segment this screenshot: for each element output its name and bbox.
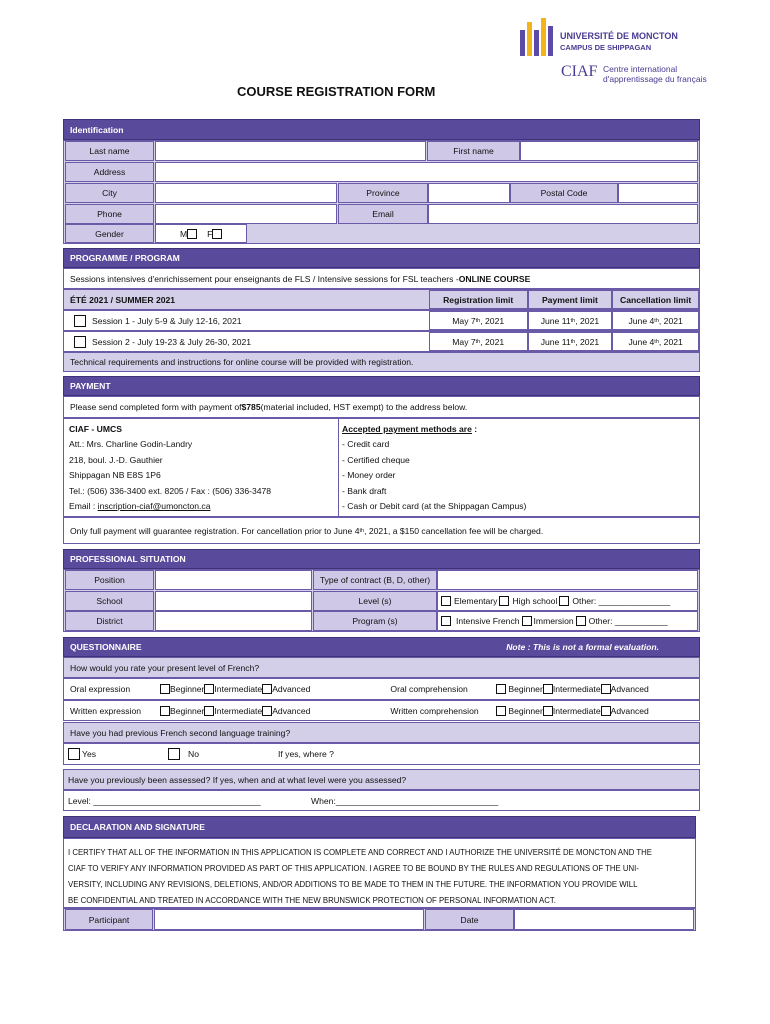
payment-methods-title: Accepted payment methods are : — [342, 424, 478, 434]
page-title: COURSE REGISTRATION FORM — [237, 84, 436, 99]
program-other-checkbox[interactable] — [576, 616, 586, 626]
assessment-row — [63, 790, 700, 811]
district-field[interactable] — [155, 611, 312, 631]
session-2-registration-limit: May 7 th , 2021 — [429, 332, 528, 351]
first-name-label: First name — [427, 141, 520, 161]
professional-header: PROFESSIONAL SITUATION — [63, 549, 700, 569]
session-row — [63, 331, 700, 352]
payment-amount: $785 — [241, 402, 261, 412]
position-field[interactable] — [155, 570, 312, 590]
season-label: ÉTÉ 2021 / SUMMER 2021 — [70, 294, 176, 305]
training-no-checkbox[interactable] — [168, 748, 180, 760]
registration-limit-header: Registration limit — [429, 290, 528, 309]
evaluation-note: Note : This is not a formal evaluation. — [506, 642, 659, 652]
province-label: Province — [338, 183, 428, 203]
district-label: District — [65, 611, 154, 631]
postal-code-field[interactable] — [618, 183, 698, 203]
cancellation-note: Only full payment will guarantee registration. For cancellation prior to June 4 th , 2021, a $150 cancellation fee will be charged. — [63, 517, 700, 544]
address-att: Att.: Mrs. Charline Godin-Landry — [69, 439, 193, 450]
session-2-cancellation-limit: June 4 th , 2021 — [612, 332, 699, 351]
payment-header: PAYMENT — [63, 376, 700, 396]
address-org: CIAF - UMCS — [69, 424, 122, 434]
immersion-checkbox[interactable] — [522, 616, 532, 626]
declaration-text: I CERTIFY THAT ALL OF THE INFORMATION IN THIS APPLICATION IS COMPLETE AND CORRECT AND I AUTHORIZE THE UNIVERSITÉ DE MONCTON AND THE CIAF TO VERIFY ANY INFORMATION PROVIDED AS PART OF THIS APPLICATION. I AGREE TO BE BOUND BY THE RULES AND REGULATIONS OF THE UNI- VERSITY, INCLUDING ANY REVISIONS, DELETIONS, AND/OR ADDITIONS TO BE MADE TO THEM IN THE FUTURE. THE INFORMATION YOU PROVIDE WILL BE CONFIDENTIAL AND TREATED IN ACCORDANCE WITH THE NEW BRUNSWICK PROTECTION OF PERSONAL INFORMATION ACT. — [63, 838, 696, 908]
payment-method-item: - Bank draft — [342, 485, 387, 496]
campus-name: CAMPUS DE SHIPPAGAN — [560, 43, 652, 52]
cancellation-limit-header: Cancellation limit — [612, 290, 699, 309]
phone-label: Phone — [65, 204, 154, 224]
oral-comprehension-intermediate-checkbox[interactable] — [543, 684, 553, 694]
oral-expression-advanced-checkbox[interactable] — [262, 684, 272, 694]
online-course-label: ONLINE COURSE — [458, 273, 531, 284]
participant-label: Participant — [65, 909, 153, 930]
contract-field[interactable] — [437, 570, 698, 590]
university-name: UNIVERSITÉ DE MONCTON — [560, 31, 678, 41]
oral-expression-beginner-checkbox[interactable] — [160, 684, 170, 694]
session-1-name: Session 1 - July 5-9 & July 12-16, 2021 — [92, 315, 242, 326]
last-name-field[interactable] — [155, 141, 426, 161]
oral-comprehension-advanced-checkbox[interactable] — [601, 684, 611, 694]
program-label: Program (s) — [313, 611, 437, 631]
last-name-label: Last name — [65, 141, 154, 161]
written-comprehension-intermediate-checkbox[interactable] — [543, 706, 553, 716]
question-2: Have you had previous French second language training? — [63, 722, 700, 743]
oral-row: Oral expression Beginner Intermediate Advanced Oral comprehension Beginner Intermediate Advanced — [63, 678, 700, 700]
programme-header: PROGRAMME / PROGRAM — [63, 248, 700, 268]
programme-description — [63, 268, 700, 289]
position-label: Position — [65, 570, 154, 590]
postal-code-label: Postal Code — [510, 183, 618, 203]
email-link[interactable]: inscription-ciaf@umoncton.ca — [97, 501, 211, 512]
school-field[interactable] — [155, 591, 312, 611]
programme-column-header — [63, 289, 700, 310]
payment-instruction-post: (material included, HST exempt) to the address below. — [260, 402, 468, 412]
address-street: 218, boul. J.-D. Gauthier — [69, 454, 163, 465]
address-label: Address — [65, 162, 154, 182]
program-options: Intensive French Immersion Other: ___________ — [437, 611, 698, 631]
question-1: How would you rate your present level of French? — [63, 657, 700, 678]
programme-description-text: Sessions intensives d'enrichissement pour enseignants de FLS / Intensive sessions for FSL teachers - — [70, 273, 459, 284]
payment-instruction-pre: Please send completed form with payment of — [70, 402, 242, 412]
phone-field[interactable] — [155, 204, 337, 224]
address-field[interactable] — [155, 162, 698, 182]
address-email-line: Email : inscription-ciaf@umoncton.ca — [69, 501, 211, 512]
session-1-payment-limit: June 11 th , 2021 — [528, 311, 613, 330]
address-tel: Tel.: (506) 336-3400 ext. 8205 / Fax : (506) 336-3478 — [69, 485, 272, 496]
declaration-header: DECLARATION AND SIGNATURE — [63, 816, 696, 838]
training-where-label: If yes, where ? — [278, 749, 334, 759]
payment-limit-header: Payment limit — [528, 290, 613, 309]
gender-label: Gender — [65, 224, 154, 243]
written-expression-intermediate-checkbox[interactable] — [204, 706, 214, 716]
payment-method-item: - Money order — [342, 470, 396, 481]
first-name-field[interactable] — [520, 141, 698, 161]
mailing-address — [69, 422, 271, 514]
training-row: Yes No If yes, where ? — [63, 743, 700, 765]
payment-method-item: - Certified cheque — [342, 454, 410, 465]
written-expression-advanced-checkbox[interactable] — [262, 706, 272, 716]
ciaf-logo: CIAF — [561, 63, 598, 80]
email-label: Email — [338, 204, 428, 224]
gender-female-label: F — [207, 228, 213, 239]
written-row: Written expression Beginner Intermediate Advanced Written comprehension Beginner Intermediate Advanced — [63, 700, 700, 721]
oral-expression-intermediate-checkbox[interactable] — [204, 684, 214, 694]
assessment-when-field[interactable]: When:__________________________________ — [311, 795, 499, 806]
session-row — [63, 310, 700, 331]
date-label: Date — [425, 909, 514, 930]
contract-label: Type of contract (B, D, other) — [313, 570, 437, 590]
province-field[interactable] — [428, 183, 510, 203]
level-other-checkbox[interactable] — [559, 596, 569, 606]
address-city: Shippagan NB E8S 1P6 — [69, 470, 161, 481]
session-2-checkbox[interactable] — [74, 336, 86, 348]
gender-male-checkbox[interactable] — [187, 229, 197, 239]
school-label: School — [65, 591, 154, 611]
question-3: Have you previously been assessed? If yes, when and at what level were you assessed? — [63, 769, 700, 790]
ciaf-line2: d'apprentissage du français — [603, 74, 707, 84]
session-1-checkbox[interactable] — [74, 315, 86, 327]
city-field[interactable] — [155, 183, 337, 203]
payment-instruction — [63, 396, 700, 418]
university-logo — [518, 16, 558, 58]
ciaf-line1: Centre international — [603, 64, 678, 74]
gender-field — [155, 224, 247, 243]
participant-signature-field[interactable] — [154, 909, 424, 930]
training-yes-checkbox[interactable] — [68, 748, 80, 760]
gender-female-checkbox[interactable] — [212, 229, 222, 239]
session-1-cancellation-limit: June 4 th , 2021 — [612, 311, 699, 330]
identification-header: Identification — [63, 119, 700, 140]
payment-divider — [338, 418, 339, 517]
session-1-registration-limit: May 7 th , 2021 — [429, 311, 528, 330]
payment-method-item: - Cash or Debit card (at the Shippagan Campus) — [342, 501, 527, 512]
payment-methods — [342, 422, 526, 514]
city-label: City — [65, 183, 154, 203]
oral-comprehension-beginner-checkbox[interactable] — [496, 684, 506, 694]
written-comprehension-advanced-checkbox[interactable] — [601, 706, 611, 716]
date-field[interactable] — [514, 909, 694, 930]
session-2-name: Session 2 - July 19-23 & July 26-30, 2021 — [92, 336, 252, 347]
payment-method-item: - Credit card — [342, 439, 390, 450]
elementary-checkbox[interactable] — [441, 596, 451, 606]
assessment-level-field[interactable]: Level: ___________________________________ — [68, 795, 261, 806]
gender-male-label: M — [180, 228, 188, 239]
level-options: Elementary High school Other: _______________ — [437, 591, 698, 611]
level-label: Level (s) — [313, 591, 437, 611]
session-2-payment-limit: June 11 th , 2021 — [528, 332, 613, 351]
written-comprehension-beginner-checkbox[interactable] — [496, 706, 506, 716]
technical-note: Technical requirements and instructions for online course will be provided with registration. — [63, 352, 700, 372]
high-school-checkbox[interactable] — [499, 596, 509, 606]
intensive-french-checkbox[interactable] — [441, 616, 451, 626]
email-field[interactable] — [428, 204, 698, 224]
written-expression-beginner-checkbox[interactable] — [160, 706, 170, 716]
questionnaire-header: QUESTIONNAIRE Note : This is not a formal evaluation. — [63, 637, 700, 657]
